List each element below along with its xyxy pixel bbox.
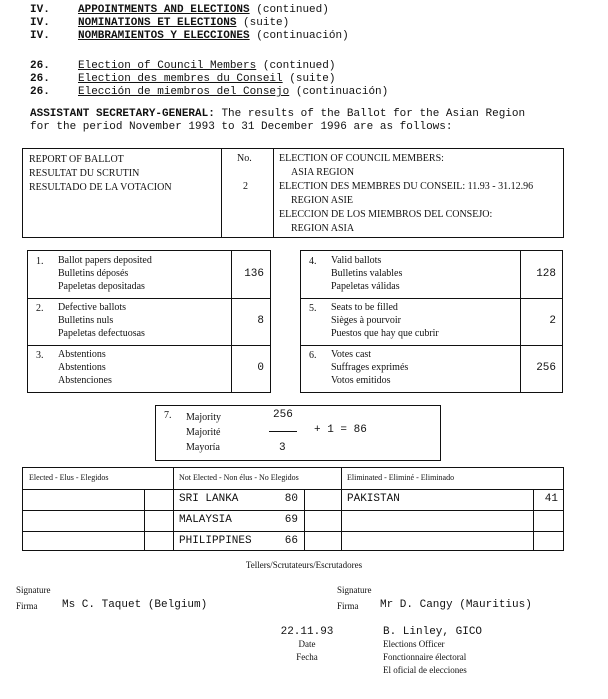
header-eliminated: Eliminated - Eliminé - Eliminado [347,473,455,482]
signature-label: Signature [337,585,372,595]
heading-suffix: (continued) [256,4,329,16]
officer-title: Fonctionnaire électoral [383,652,467,662]
election-line: REGION ASIE [291,195,353,206]
stat-number: 6. [309,350,317,361]
majority-label: Majorité [186,427,221,438]
tellers-label: Tellers/Scrutateurs/Escrutadores [245,560,363,570]
cell-not-elected-votes: 66 [284,535,298,547]
majority-label: Mayoría [186,442,220,453]
heading-suffix: (continuación) [256,30,349,42]
stat-number: 2. [36,303,44,314]
heading-title: APPOINTMENTS AND ELECTIONS [78,4,250,16]
stat-value: 0 [257,362,264,374]
cell-eliminated-votes: 41 [544,493,558,505]
cell-eliminated: PAKISTAN [347,493,400,505]
stat-label: Bulletins déposés [58,268,129,279]
stat-number: 5. [309,303,317,314]
heading-suffix: (suite) [243,17,290,29]
officer-name: B. Linley, GICO [383,626,483,638]
stat-value: 256 [536,362,556,374]
report-label: RESULTADO DE LA VOTACION [29,182,172,193]
stat-label: Abstentions [58,362,106,373]
stat-value: 2 [549,315,556,327]
majority-formula: + 1 = 86 [314,424,367,436]
teller-name: Ms C. Taquet (Belgium) [62,599,208,611]
stat-label: Votos emitidos [331,375,391,386]
stat-label: Valid ballots [331,255,382,266]
cell-not-elected: MALAYSIA [179,514,232,526]
stat-label: Votes cast [331,349,372,360]
stat-label: Puestos que hay que cubrir [331,328,439,339]
heading-suffix: (suite) [289,73,336,85]
fraction-bar [269,431,297,432]
row-divider [28,345,270,346]
intro-line-2: for the period November 1993 to 31 December 1996 are as follows: [30,121,453,133]
heading-number: IV. [30,30,50,42]
stat-label: Papeletas defectuosas [58,328,145,339]
heading-line [78,86,388,98]
heading-title: NOMINATIONS ET ELECTIONS [78,17,237,29]
heading-number: IV. [30,4,50,16]
stat-number: 4. [309,256,317,267]
election-line: ELECTION OF COUNCIL MEMBERS: [279,153,444,164]
heading-line [78,4,329,16]
stat-label: Abstentions [58,349,106,360]
no-value: 2 [243,181,248,192]
heading-number: 26. [30,86,50,98]
heading-title: NOMBRAMIENTOS Y ELECCIONES [78,30,250,42]
row-divider [301,298,562,299]
report-labels [29,153,172,195]
teller-name: Mr D. Cangy (Mauritius) [380,599,532,611]
majority-num: 7. [164,410,172,421]
row-divider [301,345,562,346]
stat-value: 128 [536,268,556,280]
election-line: REGION ASIA [291,223,355,234]
heading-number: 26. [30,60,50,72]
date-label: Date [298,639,316,649]
stat-label: Seats to be filled [331,302,398,313]
heading-line [78,30,349,42]
firma-label: Firma [16,601,38,611]
firma-label: Firma [337,601,359,611]
signature-label: Signature [16,585,51,595]
stat-label: Papeletas válidas [331,281,400,292]
majority-numerator: 256 [273,409,293,421]
report-header-box [22,148,564,238]
election-line: ELECCION DE LOS MIEMBROS DEL CONSEJO: [279,209,493,220]
majority-box [155,405,441,461]
officer-title: Elections Officer [383,639,445,649]
header-not-elected: Not Elected - Non élus - No Elegidos [179,473,299,482]
stats-right-box [300,250,563,393]
heading-suffix: (continuación) [295,86,389,98]
heading-title: Election of Council Members [78,60,257,72]
stat-number: 3. [36,350,44,361]
cell-not-elected-votes: 80 [284,493,298,505]
heading-number: 26. [30,73,50,85]
heading-title: Election des membres du Conseil [78,73,283,85]
stat-label: Bulletins valables [331,268,403,279]
stat-number: 1. [36,256,44,267]
cell-not-elected: PHILIPPINES [179,535,252,547]
election-line: ELECTION DES MEMBRES DU CONSEIL: 11.93 - 31.12.96 [279,181,534,192]
stat-label: Sièges à pourvoir [331,315,401,326]
cell-not-elected-votes: 69 [284,514,298,526]
date-value: 22.11.93 [280,626,334,638]
report-label: REPORT OF BALLOT [29,154,124,165]
no-label: No. [237,153,252,164]
stat-label: Defective ballots [58,302,127,313]
election-title [279,152,533,236]
heading-line [78,60,335,72]
heading-suffix: (continued) [262,60,336,72]
results-table [22,467,564,551]
majority-label: Majority [186,412,221,423]
stat-label: Suffrages exprimés [331,362,409,373]
heading-line [78,17,289,29]
heading-title: Elección de miembros del Consejo [78,86,290,98]
majority-denominator: 3 [279,442,286,454]
value-divider [231,251,232,392]
date-label: Fecha [296,652,318,662]
stat-value: 8 [257,315,264,327]
stat-value: 136 [244,268,264,280]
intro-paragraph [30,108,525,134]
speaker: ASSISTANT SECRETARY-GENERAL: [30,108,215,120]
heading-number: IV. [30,17,50,29]
report-label: RESULTAT DU SCRUTIN [29,168,140,179]
value-divider [520,251,521,392]
row-divider [28,298,270,299]
heading-line [78,73,335,85]
stat-label: Abstenciones [58,375,112,386]
election-line: ASIA REGION [291,167,355,178]
intro-line-1: The results of the Ballot for the Asian Region [221,108,526,120]
stat-label: Ballot papers deposited [58,255,152,266]
cell-not-elected: SRI LANKA [179,493,239,505]
officer-title: El oficial de elecciones [383,665,467,675]
stat-label: Bulletins nuls [58,315,114,326]
stat-label: Papeletas depositadas [58,281,145,292]
header-elected: Elected - Elus - Elegidos [29,473,109,482]
stats-left-box [27,250,271,393]
